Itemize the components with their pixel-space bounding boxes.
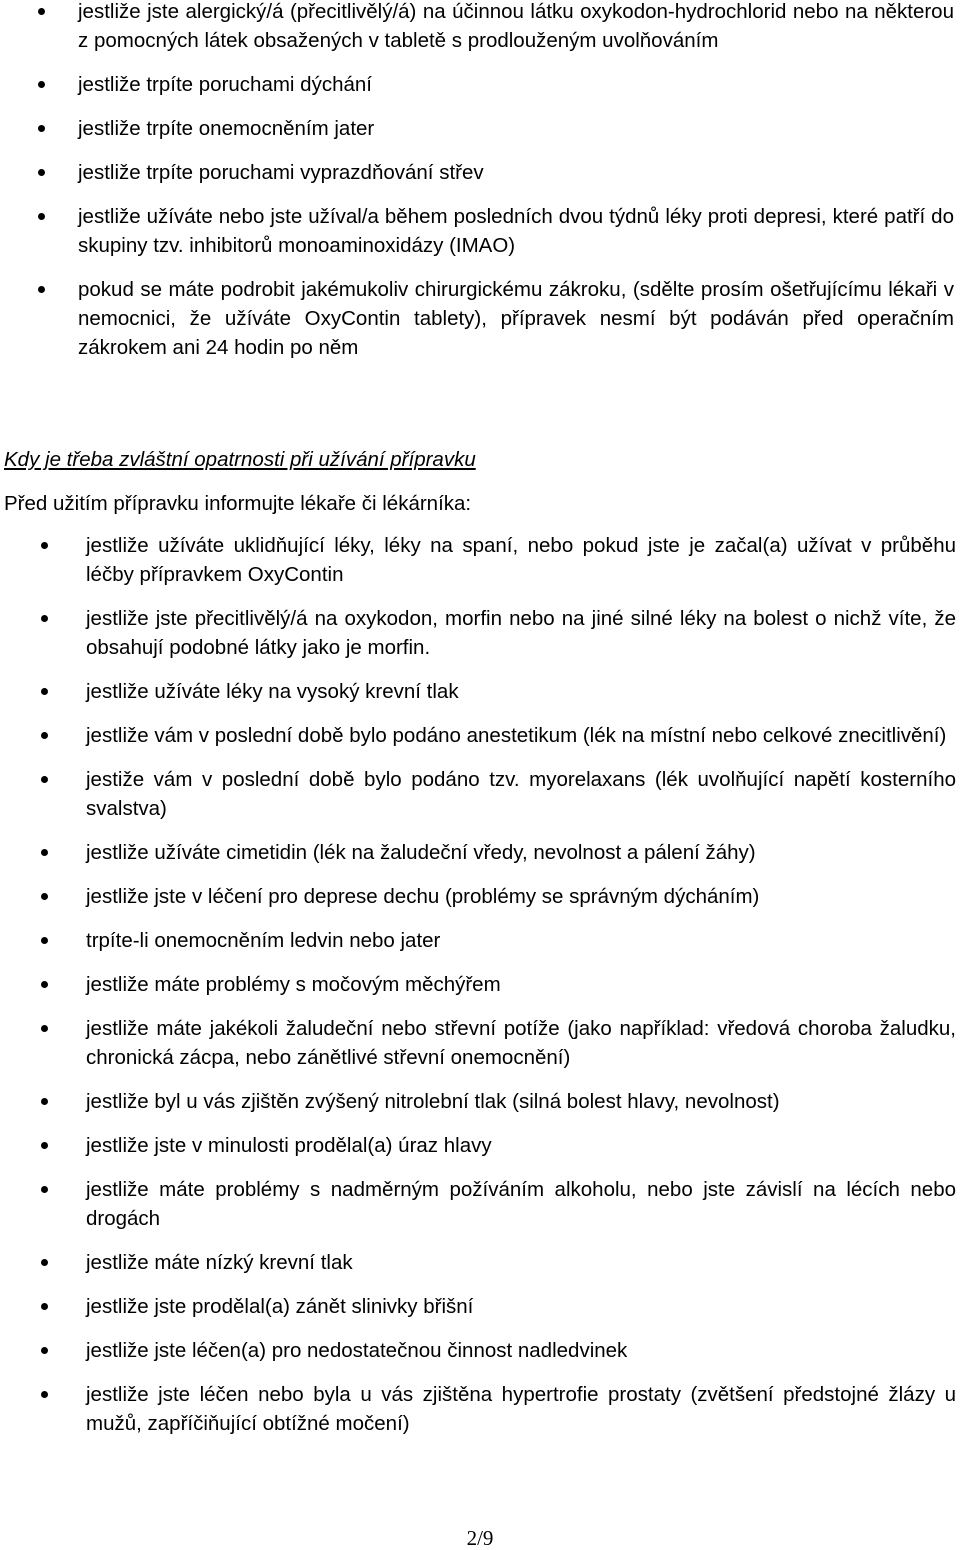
bullet-icon — [41, 981, 48, 988]
contraindications-list — [0, 0, 960, 362]
list-item: jestiže vám v poslední době bylo podáno tzv. myorelaxans (lék uvolňující napětí kosterního svalstva) — [0, 765, 960, 823]
bullet-icon — [41, 615, 48, 622]
precautions-list — [0, 531, 960, 1438]
list-item: jestliže jste v léčení pro deprese dechu (problémy se správným dýcháním) — [0, 882, 960, 911]
bullet-icon — [41, 849, 48, 856]
list-item: jestliže trpíte poruchami vyprazdňování střev — [0, 158, 960, 187]
page-number: 2/9 — [466, 1526, 494, 1550]
list-item: jestliže máte problémy s močovým měchýřem — [0, 970, 960, 999]
list-item: jestliže jste prodělal(a) zánět slinivky břišní — [0, 1292, 960, 1321]
list-item: jestliže vám v poslední době bylo podáno anestetikum (lék na místní nebo celkové znecitlivění) — [0, 721, 960, 750]
list-item: pokud se máte podrobit jakémukoliv chirurgickému zákroku, (sdělte prosím ošetřujícímu lékaři v nemocnici, že užíváte OxyContin tablety), přípravek nesmí být podáván před operačním zákrokem ani 24 hodin po něm — [0, 275, 960, 362]
list-item: jestliže jste přecitlivělý/á na oxykodon, morfin nebo na jiné silné léky na bolest o nichž víte, že obsahují podobné látky jako je morfin. — [0, 604, 960, 662]
bullet-icon — [41, 1186, 48, 1193]
list-item: jestliže máte problémy s nadměrným požíváním alkoholu, nebo jste závislí na lécích nebo drogách — [0, 1175, 960, 1233]
bullet-icon — [41, 732, 48, 739]
bullet-icon — [41, 776, 48, 783]
bullet-icon — [41, 1025, 48, 1032]
list-item: jestliže máte jakékoli žaludeční nebo střevní potíže (jako například: vředová choroba žaludku, chronická zácpa, nebo zánětlivé střevní onemocnění) — [0, 1014, 960, 1072]
list-item: jestliže jste v minulosti prodělal(a) úraz hlavy — [0, 1131, 960, 1160]
list-item: jestliže trpíte poruchami dýchání — [0, 70, 960, 99]
bullet-icon — [41, 688, 48, 695]
list-item: jestliže jste alergický/á (přecitlivělý/á) na účinnou látku oxykodon-hydrochlorid nebo na některou z pomocných látek obsažených v tabletě s prodlouženým uvolňováním — [0, 0, 960, 55]
bullet-icon — [41, 1303, 48, 1310]
list-item: jestliže byl u vás zjištěn zvýšený nitrolební tlak (silná bolest hlavy, nevolnost) — [0, 1087, 960, 1116]
bullet-icon — [38, 81, 45, 88]
intro-text: Před užitím přípravku informujte lékaře či lékárníka: — [4, 492, 472, 515]
bullet-icon — [38, 169, 45, 176]
bullet-icon — [41, 937, 48, 944]
bullet-icon — [41, 1142, 48, 1149]
bullet-icon — [38, 8, 45, 15]
list-item: jestliže užíváte uklidňující léky, léky na spaní, nebo pokud jste je začal(a) užívat v průběhu léčby přípravkem OxyContin — [0, 531, 960, 589]
bullet-icon — [41, 542, 48, 549]
bullet-icon — [41, 893, 48, 900]
bullet-icon — [38, 213, 45, 220]
list-item: jestliže máte nízký krevní tlak — [0, 1248, 960, 1277]
list-item: jestliže jste léčen nebo byla u vás zjištěna hypertrofie prostaty (zvětšení předstojné žlázy u mužů, zapříčiňující obtížné močení) — [0, 1380, 960, 1438]
bullet-icon — [41, 1098, 48, 1105]
list-item: jestliže jste léčen(a) pro nedostatečnou činnost nadledvinek — [0, 1336, 960, 1365]
bullet-icon — [38, 125, 45, 132]
list-item: jestliže užíváte cimetidin (lék na žaludeční vředy, nevolnost a pálení žáhy) — [0, 838, 960, 867]
list-item: jestliže užíváte léky na vysoký krevní tlak — [0, 677, 960, 706]
list-item: jestliže trpíte onemocněním jater — [0, 114, 960, 143]
list-item: jestliže užíváte nebo jste užíval/a během posledních dvou týdnů léky proti depresi, které patří do skupiny tzv. inhibitorů monoaminoxidázy (IMAO) — [0, 202, 960, 260]
bullet-icon — [41, 1259, 48, 1266]
bullet-icon — [41, 1347, 48, 1354]
section-heading: Kdy je třeba zvláštní opatrnosti při užívání přípravku — [4, 448, 476, 471]
bullet-icon — [38, 286, 45, 293]
bullet-icon — [41, 1391, 48, 1398]
list-item: trpíte-li onemocněním ledvin nebo jater — [0, 926, 960, 955]
